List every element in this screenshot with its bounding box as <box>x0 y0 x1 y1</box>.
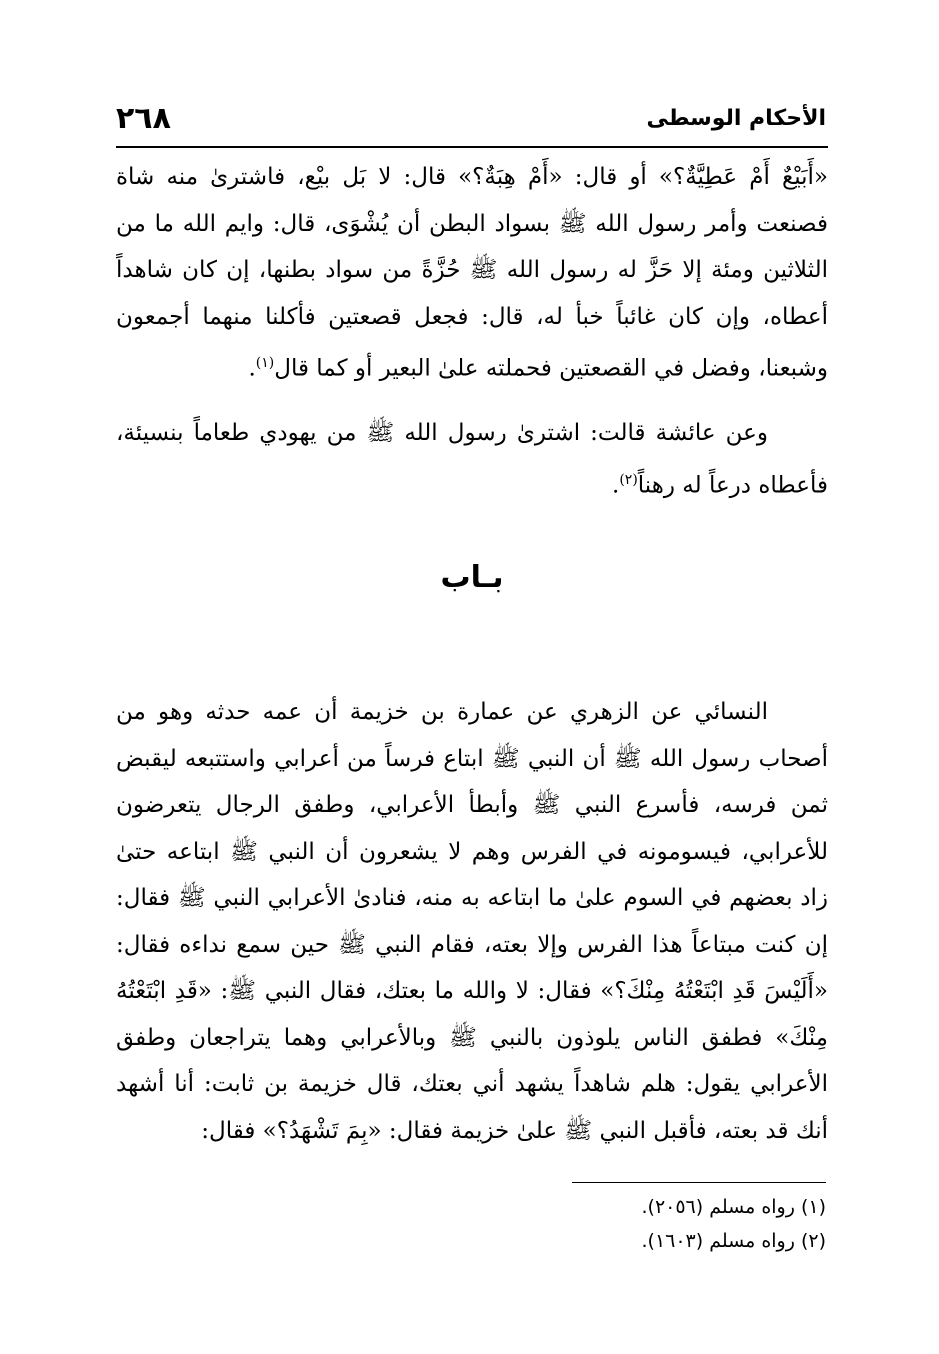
footnote-marker-1: (١) <box>255 355 275 371</box>
footnote-2: (٢) رواه مسلم (١٦٠٣). <box>641 1230 826 1252</box>
footnotes <box>116 1190 826 1258</box>
running-title: الأحكام الوسطى <box>646 105 826 131</box>
page-header <box>116 96 826 140</box>
footnote-marker-2: (٢) <box>619 471 638 488</box>
page-number: ٢٦٨ <box>116 100 171 136</box>
paragraph-3 <box>116 689 828 1154</box>
paragraph-1-text: «أَبَيْعٌ أَمْ عَطِيَّةٌ؟» أو قال: «أَمْ هِبَةٌ؟» قال: لا بَل بيْع، فاشترىٰ منه شاة فصنعت وأمر رسول الله ﷺ بسواد البطن أن يُشْوَى، قال: وايم الله ما من الثلاثين ومئة إلا حَزَّ له رسول الله ﷺ حُزَّةً من سواد بطنها، إن كان شاهداً أعطاه، وإن كان غائباً خبأ له، قال: فجعل قصعتين فأكلنا منهما أجمعون وشبعنا، وفضل في القصعتين فحملته علىٰ البعير أو كما قال <box>116 164 828 382</box>
paragraph-1: «أَبَيْعٌ أَمْ عَطِيَّةٌ؟» أو قال: «أَمْ هِبَةٌ؟» قال: لا بَل بيْع، فاشترىٰ منه شاة فصنعت وأمر رسول الله ﷺ بسواد البطن أن يُشْوَى، قال: وايم الله ما من الثلاثين ومئة إلا حَزَّ له رسول الله ﷺ حُزَّةً من سواد بطنها، إن كان شاهداً أعطاه، وإن كان غائباً خبأ له، قال: فجعل قصعتين فأكلنا منهما أجمعون وشبعنا، وفضل في القصعتين فحملته علىٰ البعير أو كما قال$^{(١)}$. <box>116 164 828 382</box>
paragraph-2: وعن عائشة قالت: اشترىٰ رسول الله ﷺ من يهودي طعاماً بنسيئة، فأعطاه درعاً له رهناً$^{(٢)}$. <box>116 420 828 499</box>
footnote-divider <box>572 1182 826 1183</box>
footnote-1: (١) رواه مسلم (٢٠٥٦). <box>641 1196 826 1218</box>
paragraph-3-text: النسائي عن الزهري عن عمارة بن خزيمة أن عمه حدثه وهو من أصحاب رسول الله ﷺ أن النبي ﷺ ابتاع فرساً من أعرابي واستتبعه ليقبض ثمن فرسه، فأسرع النبي ﷺ وأبطأ الأعرابي، وطفق الرجال يتعرضون للأعرابي، فيسومونه في الفرس وهم لا يشعرون أن النبي ﷺ ابتاعه حتىٰ زاد بعضهم في السوم علىٰ ما ابتاعه به منه، فنادىٰ الأعرابي النبي ﷺ فقال: إن كنت مبتاعاً هذا الفرس وإلا بعته، فقام النبي ﷺ حين سمع نداءه فقال: «أَلَيْسَ قَدِ ابْتَعْتُهُ مِنْكَ؟» فقال: لا والله ما بعتك، فقال النبي ﷺ: «قَدِ ابْتَعْتُهُ مِنْكَ» فطفق الناس يلوذون بالنبي ﷺ وبالأعرابي وهما يتراجعان وطفق الأعرابي يقول: هلم شاهداً يشهد أني بعتك، قال خزيمة بن ثابت: أنا أشهد أنك قد بعته، فأقبل النبي ﷺ علىٰ خزيمة فقال: «بِمَ تَشْهَدُ؟» فقال: <box>116 699 829 1144</box>
section-heading: بـاب <box>440 560 504 595</box>
header-divider <box>116 146 828 148</box>
paragraph-2-text: وعن عائشة قالت: اشترىٰ رسول الله ﷺ من يهودي طعاماً بنسيئة، فأعطاه درعاً له رهناً <box>116 420 828 499</box>
